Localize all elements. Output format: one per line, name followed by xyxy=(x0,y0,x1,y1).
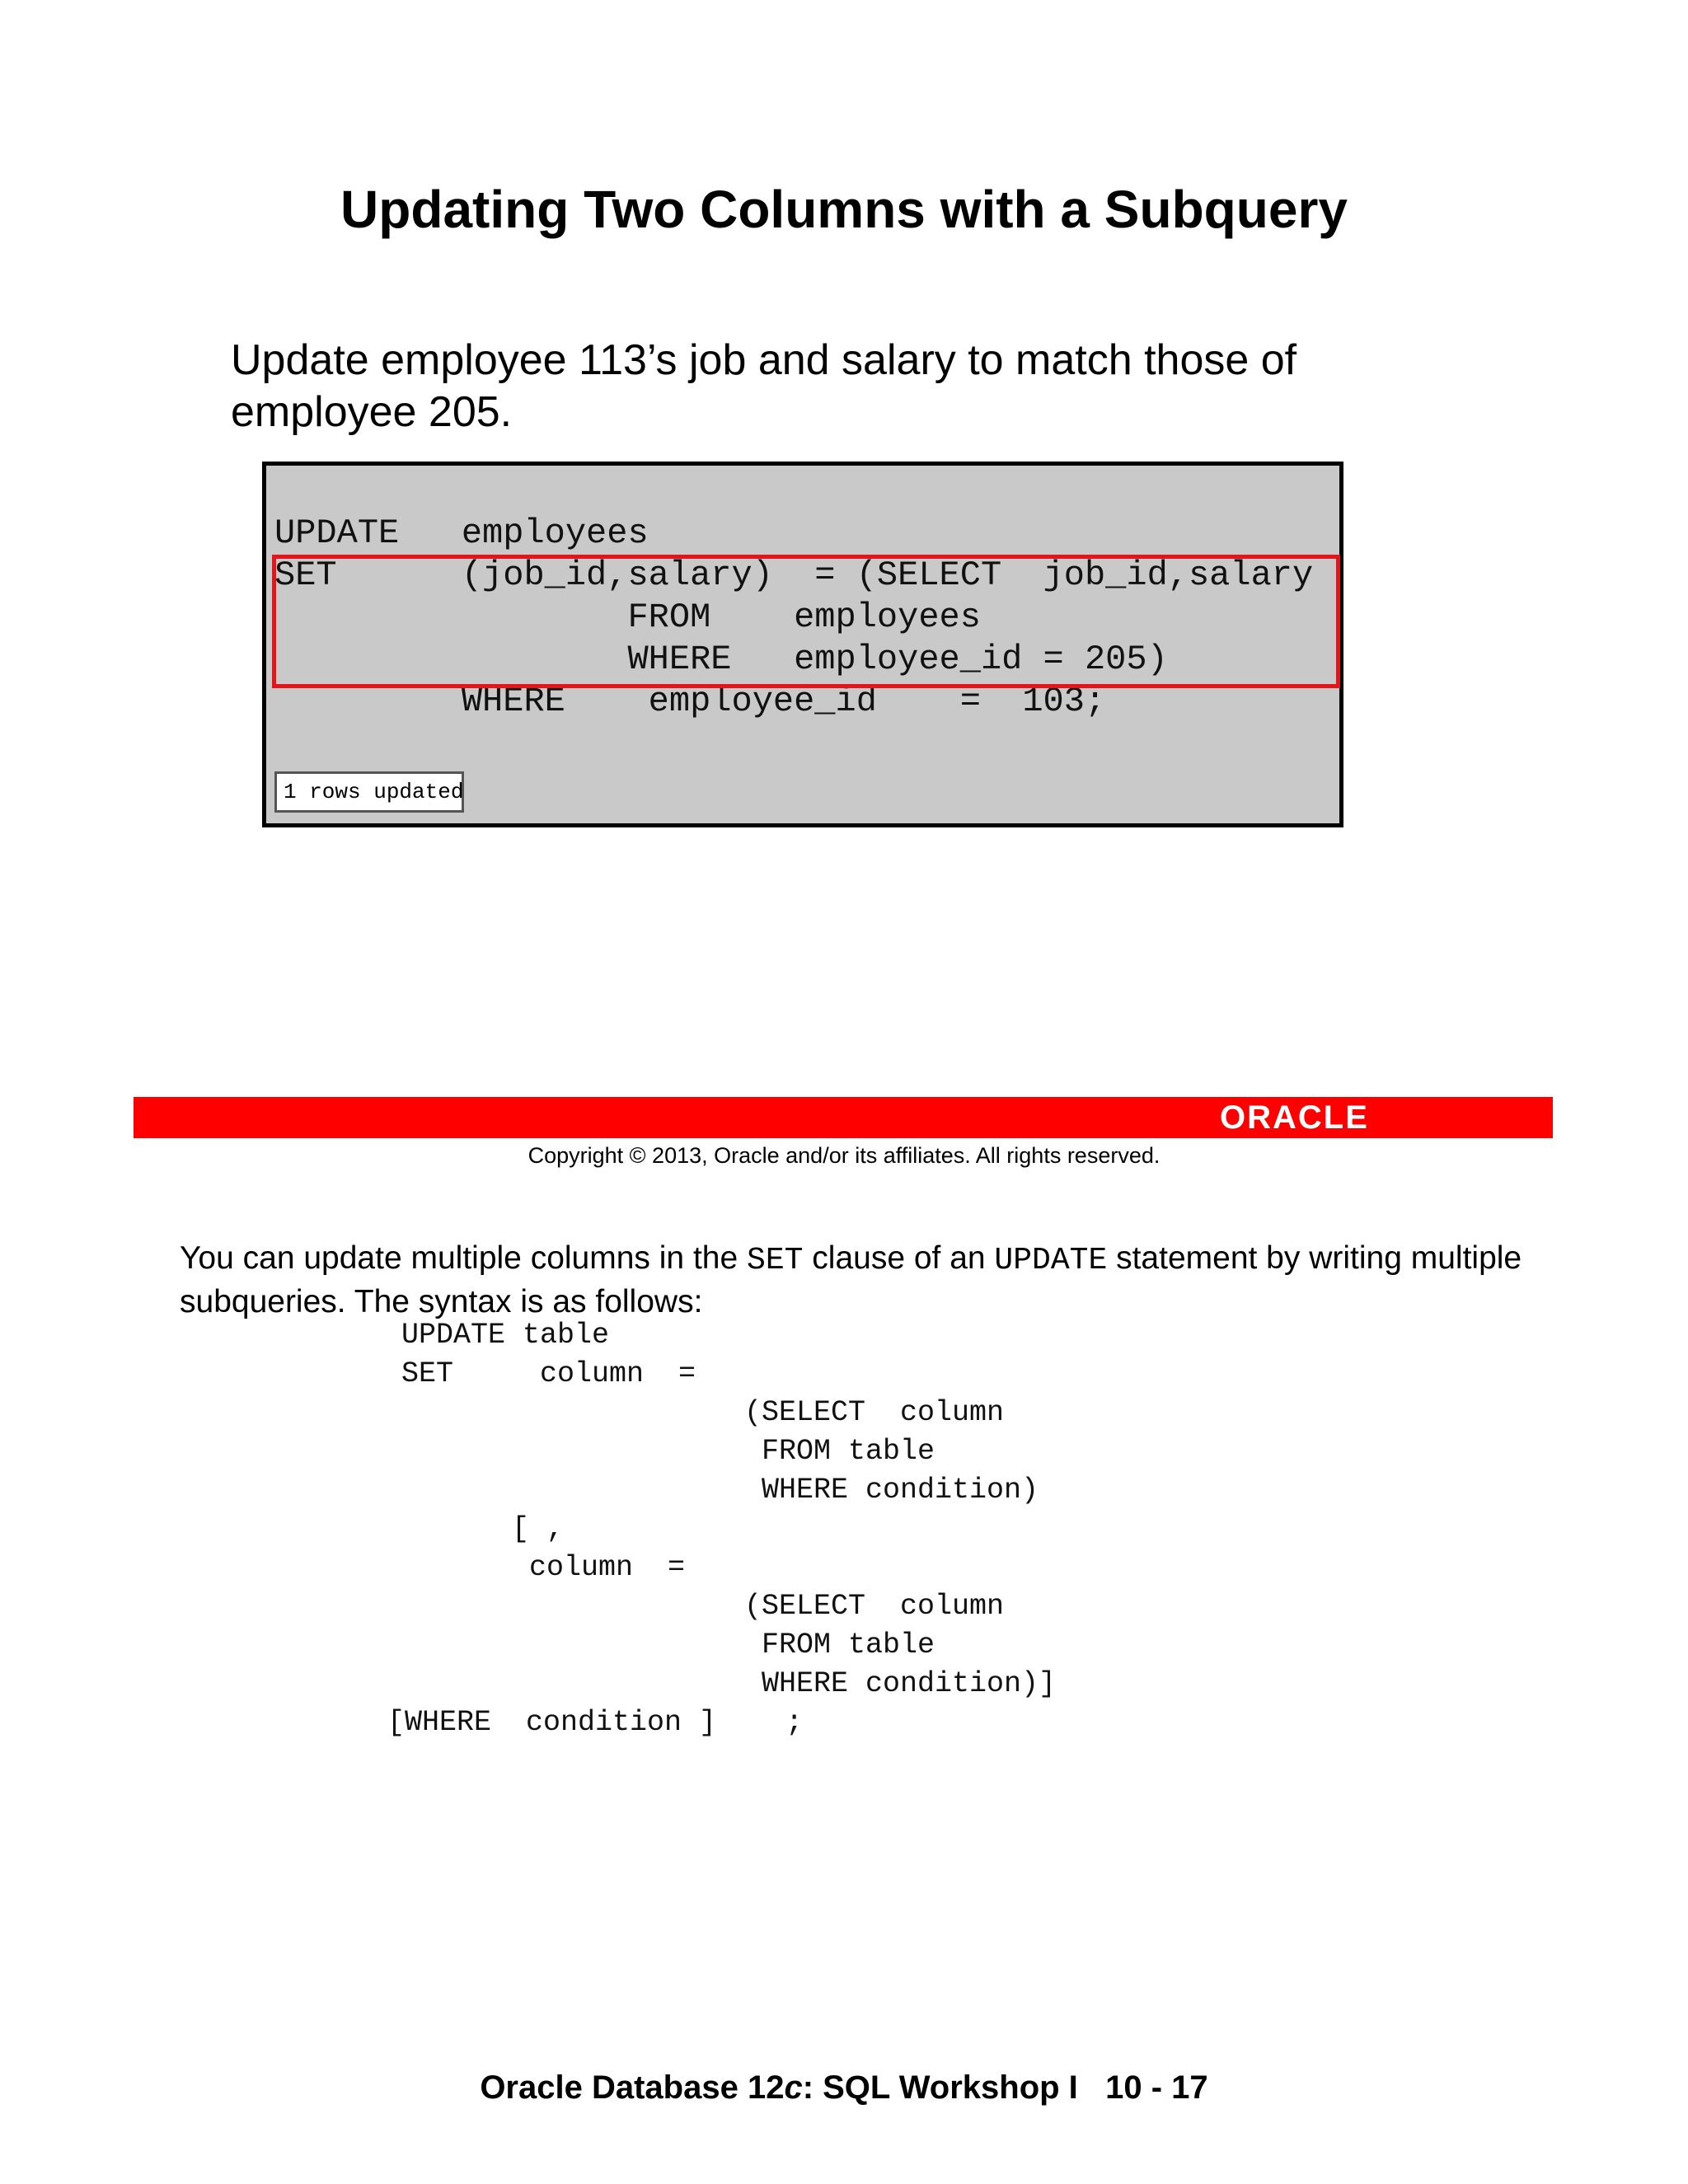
notes-text: clause of an xyxy=(803,1240,995,1276)
keyword-update: UPDATE xyxy=(994,1243,1108,1278)
footer-text: Oracle Database 12 xyxy=(480,2069,785,2106)
code-line: WHERE employee_id = 205) xyxy=(274,640,1168,679)
footer-italic: c xyxy=(784,2069,803,2106)
notes-text: You can update multiple columns in the xyxy=(180,1240,748,1276)
syntax-line: [ , xyxy=(512,1512,565,1545)
syntax-line: [WHERE condition ] ; xyxy=(387,1706,804,1739)
syntax-line: WHERE condition)] xyxy=(744,1667,1057,1700)
page-footer xyxy=(0,2067,1688,2108)
syntax-line: SET column = xyxy=(401,1357,696,1390)
copyright-notice: Copyright © 2013, Oracle and/or its affiliates. All rights reserved. xyxy=(528,1143,1160,1168)
syntax-line: FROM table xyxy=(744,1435,935,1468)
intro-text: Update employee 113’s job and salary to match those of employee 205. xyxy=(231,336,1297,436)
notes-text: statement by writing multiple subqueries. The syntax is as follows: xyxy=(180,1240,1522,1319)
code-line: SET (job_id,salary) = (SELECT job_id,salary xyxy=(274,555,1314,595)
code-line: WHERE employee_id = 103; xyxy=(274,682,1106,721)
code-line: FROM employees xyxy=(274,598,981,637)
footer-page: : SQL Workshop I 10 - 17 xyxy=(802,2069,1208,2106)
syntax-line: WHERE condition) xyxy=(744,1474,1039,1507)
keyword-set: SET xyxy=(747,1243,804,1278)
subquery-highlight xyxy=(272,555,1340,688)
oracle-logo: ORACLE xyxy=(1220,1099,1369,1136)
syntax-line: (SELECT column xyxy=(744,1396,1005,1429)
syntax-line: (SELECT column xyxy=(744,1590,1005,1623)
rows-updated-result: 1 rows updated xyxy=(274,771,464,813)
slide-title: Updating Two Columns with a Subquery xyxy=(340,180,1348,239)
code-line: UPDATE employees xyxy=(274,513,649,553)
notes-paragraph xyxy=(180,1238,1531,1323)
syntax-line: column = xyxy=(512,1551,686,1584)
syntax-line: UPDATE table xyxy=(401,1319,610,1352)
syntax-line: FROM table xyxy=(744,1629,935,1661)
